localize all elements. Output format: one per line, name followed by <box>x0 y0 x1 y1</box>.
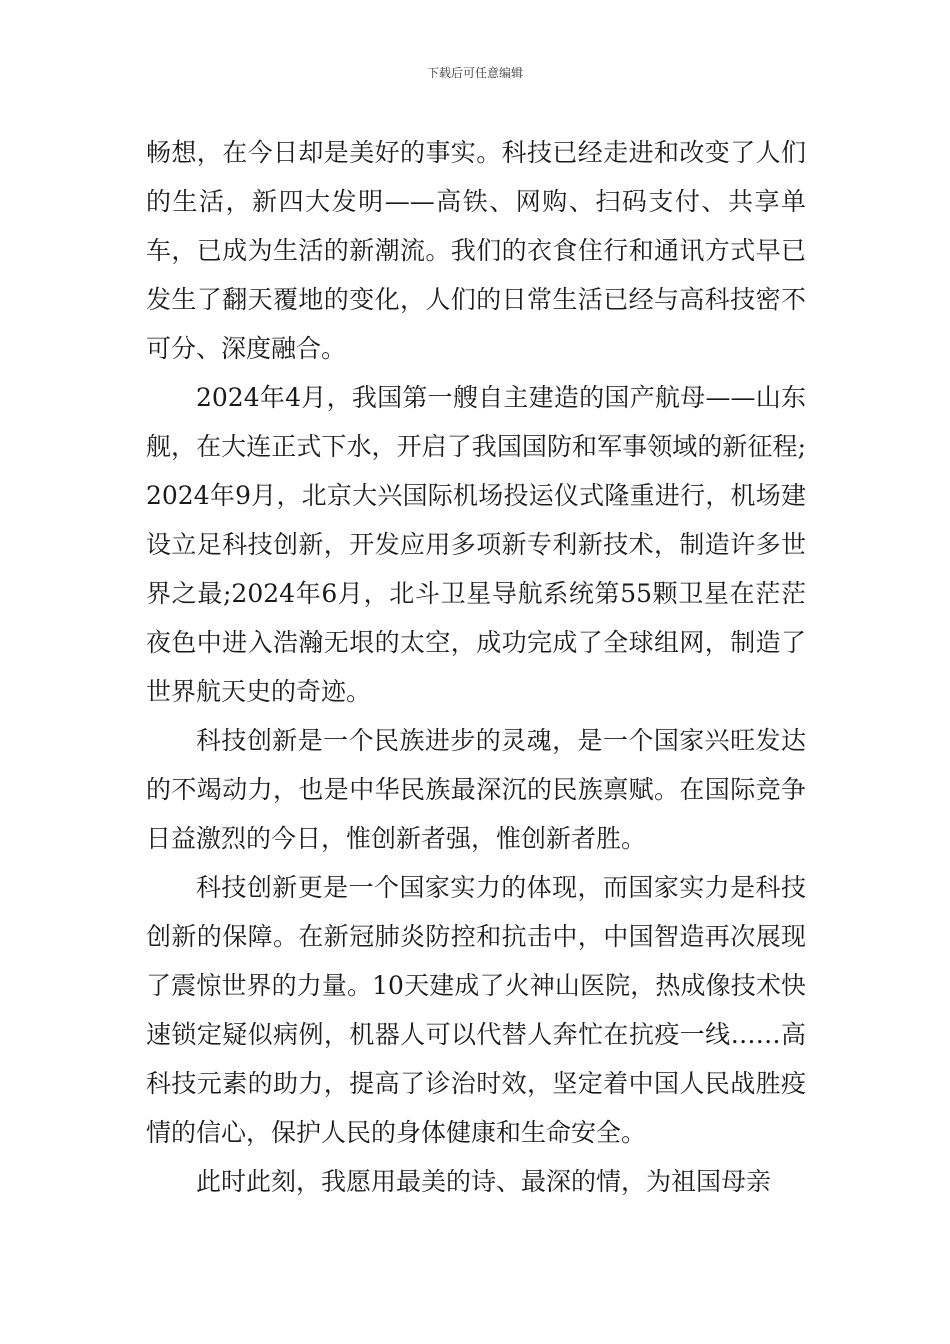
document-body <box>146 128 806 1206</box>
paragraph-5: 此时此刻，我愿用最美的诗、最深的情，为祖国母亲 <box>196 1167 772 1196</box>
paragraph-3: 科技创新是一个民族进步的灵魂，是一个国家兴旺发达的不竭动力，也是中华民族最深沉的民族禀赋。在国际竞争日益激烈的今日，惟创新者强，惟创新者胜。 <box>146 726 806 853</box>
paragraph-2: 2024年4月，我国第一艘自主建造的国产航母——山东舰，在大连正式下水，开启了我国国防和军事领域的新征程;2024年9月，北京大兴国际机场投运仪式隆重进行，机场建设立足科技创新，开发应用多项新专利新技术，制造许多世界之最;2024年6月，北斗卫星导航系统第55颗卫星在茫茫夜色中进入浩瀚无垠的太空，成功完成了全球组网，制造了世界航天史的奇迹。 <box>146 383 806 706</box>
paragraph-1: 畅想，在今日却是美好的事实。科技已经走进和改变了人们的生活，新四大发明——高铁、网购、扫码支付、共享单车，已成为生活的新潮流。我们的衣食住行和通讯方式早已发生了翻天覆地的变化，人们的日常生活已经与高科技密不可分、深度融合。 <box>146 138 806 363</box>
paragraph-4: 科技创新更是一个国家实力的体现，而国家实力是科技创新的保障。在新冠肺炎防控和抗击中，中国智造再次展现了震惊世界的力量。10天建成了火神山医院，热成像技术快速锁定疑似病例，机器人可以代替人奔忙在抗疫一线……高科技元素的助力，提高了诊治时效，坚定着中国人民战胜疫情的信心，保护人民的身体健康和生命安全。 <box>146 873 806 1147</box>
page-header: 下载后可任意编辑 <box>426 66 523 80</box>
